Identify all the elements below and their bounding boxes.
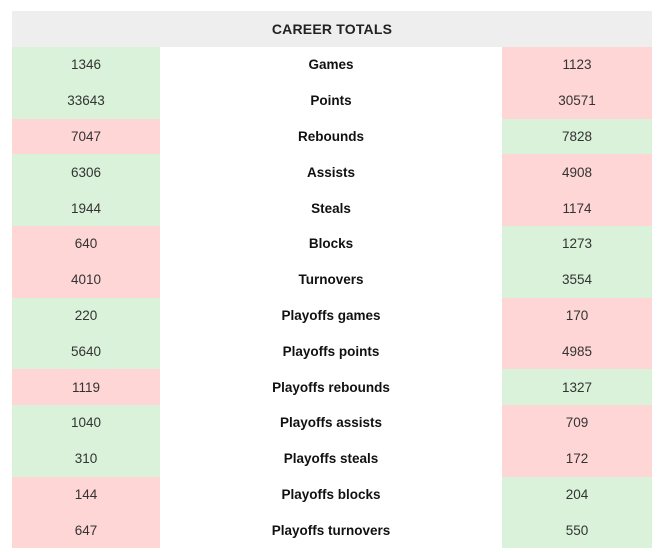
right-player-value: 4908 (502, 154, 652, 190)
stat-label: Playoffs blocks (160, 477, 502, 513)
left-player-value: 144 (12, 477, 160, 513)
table-row (12, 405, 652, 441)
left-player-value: 4010 (12, 262, 160, 298)
right-player-value: 1273 (502, 226, 652, 262)
table-row (12, 190, 652, 226)
table-row (12, 226, 652, 262)
stat-label: Games (160, 47, 502, 83)
stat-label: Points (160, 83, 502, 119)
table-row (12, 333, 652, 369)
table-row (12, 512, 652, 548)
left-player-value: 1944 (12, 190, 160, 226)
stat-label: Playoffs games (160, 298, 502, 334)
left-player-value: 310 (12, 441, 160, 477)
left-player-value: 1346 (12, 47, 160, 83)
stat-label: Assists (160, 154, 502, 190)
right-player-value: 709 (502, 405, 652, 441)
left-player-value: 7047 (12, 119, 160, 155)
right-player-value: 30571 (502, 83, 652, 119)
career-totals-table (12, 11, 652, 548)
stat-label: Playoffs turnovers (160, 512, 502, 548)
table-row (12, 441, 652, 477)
left-player-value: 6306 (12, 154, 160, 190)
stat-label: Playoffs steals (160, 441, 502, 477)
left-player-value: 1040 (12, 405, 160, 441)
left-player-value: 220 (12, 298, 160, 334)
right-player-value: 4985 (502, 333, 652, 369)
stat-label: Rebounds (160, 119, 502, 155)
right-player-value: 204 (502, 477, 652, 513)
stat-label: Playoffs points (160, 333, 502, 369)
right-player-value: 172 (502, 441, 652, 477)
stat-label: Steals (160, 190, 502, 226)
left-player-value: 640 (12, 226, 160, 262)
right-player-value: 1327 (502, 369, 652, 405)
right-player-value: 170 (502, 298, 652, 334)
left-player-value: 33643 (12, 83, 160, 119)
table-title: CAREER TOTALS (12, 11, 652, 47)
right-player-value: 1123 (502, 47, 652, 83)
right-player-value: 1174 (502, 190, 652, 226)
left-player-value: 647 (12, 512, 160, 548)
table-row (12, 119, 652, 155)
right-player-value: 550 (502, 512, 652, 548)
table-row (12, 47, 652, 83)
stat-label: Playoffs assists (160, 405, 502, 441)
right-player-value: 7828 (502, 119, 652, 155)
table-row (12, 154, 652, 190)
stat-label: Turnovers (160, 262, 502, 298)
table-row (12, 477, 652, 513)
left-player-value: 5640 (12, 333, 160, 369)
table-row (12, 369, 652, 405)
table-body (12, 47, 652, 548)
right-player-value: 3554 (502, 262, 652, 298)
table-row (12, 298, 652, 334)
left-player-value: 1119 (12, 369, 160, 405)
stat-label: Playoffs rebounds (160, 369, 502, 405)
stat-label: Blocks (160, 226, 502, 262)
table-row (12, 262, 652, 298)
table-row (12, 83, 652, 119)
